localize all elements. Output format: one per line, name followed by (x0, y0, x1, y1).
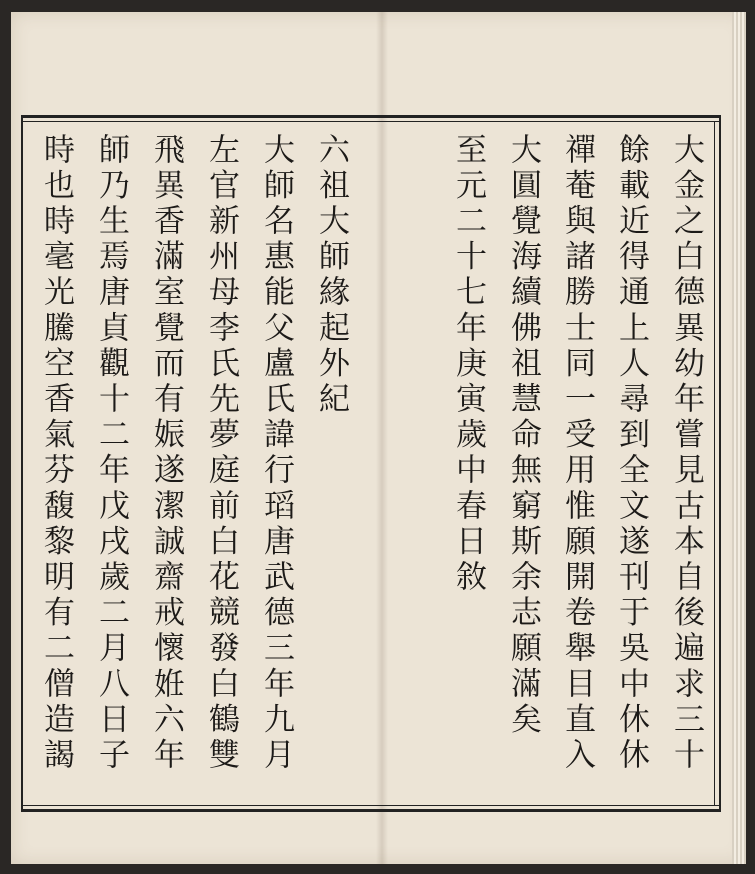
right-inner-border (714, 121, 715, 806)
text-column-l1: 大師名惠能父盧氏諱行瑫唐武德三年九月 (258, 133, 294, 774)
book-gutter (376, 12, 388, 864)
text-column-r3: 禪菴與諸勝士同一受用惟願開卷舉目直入 (559, 133, 595, 774)
text-column-r2: 餘載近得通上人尋到全文遂刊于吳中休休 (613, 133, 649, 774)
text-column-l2: 左官新州母李氏先夢庭前白花競發白鶴雙 (203, 133, 239, 774)
top-rule-thick (21, 115, 721, 118)
book-spread (11, 12, 746, 864)
right-border (719, 115, 721, 812)
text-column-r5: 至元二十七年庚寅歲中春日敘 (450, 133, 486, 596)
text-column-r1: 大金之白德異幼年嘗見古本自後遍求三十 (668, 133, 704, 774)
left-border (21, 115, 23, 812)
text-column-l5: 時也時毫光騰空香氣芬馥黎明有二僧造謁 (38, 133, 74, 774)
text-column-l4: 師乃生焉唐貞觀十二年戊戌歲二月八日子 (93, 133, 129, 774)
page-edges (732, 12, 746, 864)
top-rule-thin (21, 121, 721, 122)
chapter-title: 六祖大師緣起外紀 (313, 133, 349, 418)
text-column-l3: 飛異香滿室覺而有娠遂潔誠齋戒懷姙六年 (148, 133, 184, 774)
text-column-r4: 大圓覺海續佛祖慧命無窮斯余志願滿矣 (505, 133, 541, 739)
